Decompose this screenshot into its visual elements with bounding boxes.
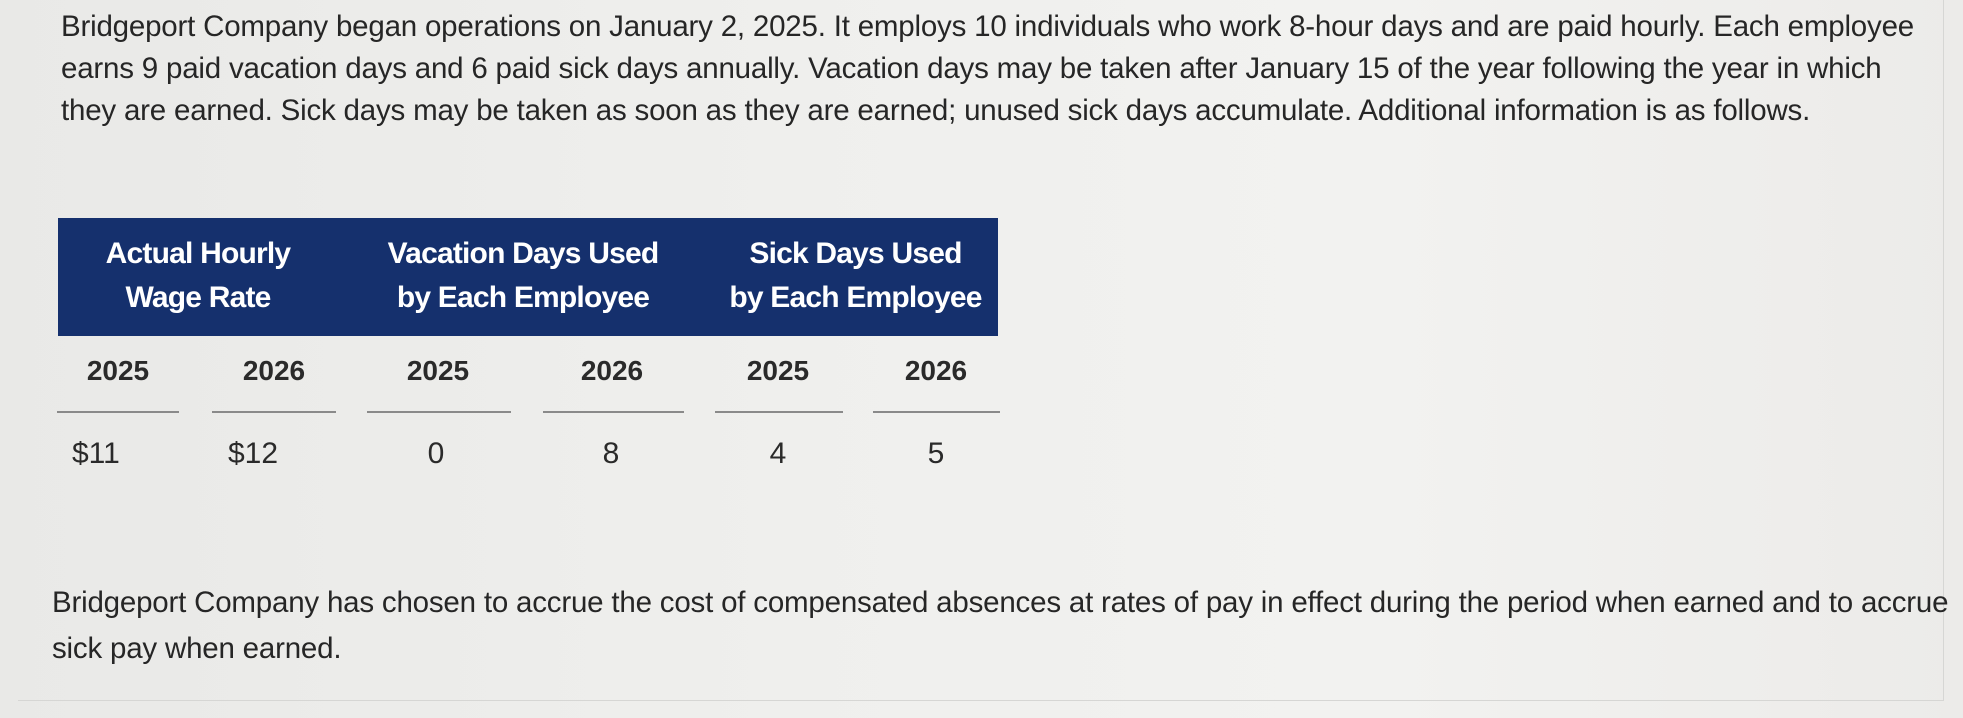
header-wage-rate-line1: Actual Hourly [105, 237, 291, 270]
year-sick-2026: 2026 [904, 355, 968, 386]
rule-vacation-2026 [543, 411, 684, 413]
header-vacation-days-line2: by Each Employee [396, 281, 650, 314]
rule-sick-2025 [715, 411, 843, 413]
value-vacation-2025: 0 [427, 437, 445, 470]
header-wage-rate [58, 232, 338, 320]
header-sick-days-line1: Sick Days Used [749, 237, 962, 270]
value-wage-2025: $11 [72, 437, 120, 470]
header-sick-days [713, 232, 998, 320]
rule-wage-2025 [57, 411, 179, 413]
year-sick-2025: 2025 [746, 355, 810, 386]
year-wage-2025: 2025 [86, 355, 150, 386]
year-vacation-2025: 2025 [406, 355, 470, 386]
intro-paragraph: Bridgeport Company began operations on January 2, 2025. It employs 10 individuals who work 8-hour days and are paid hourly. Each employee earns 9 paid vacation days and 6 paid sick days annually. Vacation days may be taken after January 15 of the year following the year in which they are earned. Sick days may be taken as soon as they are earned; unused sick days accumulate. Additional information is as follows. [61, 10, 1914, 127]
value-sick-2026: 5 [927, 437, 945, 470]
value-sick-2025: 4 [769, 437, 787, 470]
value-vacation-2026: 8 [602, 437, 620, 470]
rule-wage-2026 [212, 411, 336, 413]
header-vacation-days [358, 232, 688, 320]
header-wage-rate-line2: Wage Rate [125, 281, 271, 314]
info-table [58, 218, 998, 336]
rule-vacation-2025 [367, 411, 511, 413]
closing-paragraph: Bridgeport Company has chosen to accrue the cost of compensated absences at rates of pay in effect during the period when earned and to accrue sick pay when earned. [52, 586, 1949, 665]
header-sick-days-line2: by Each Employee [729, 281, 982, 314]
year-vacation-2026: 2026 [580, 355, 644, 386]
table-header [58, 218, 998, 336]
year-wage-2026: 2026 [242, 355, 306, 386]
value-wage-2026: $12 [228, 437, 279, 470]
header-vacation-days-line1: Vacation Days Used [387, 237, 659, 270]
rule-sick-2026 [873, 411, 1000, 413]
